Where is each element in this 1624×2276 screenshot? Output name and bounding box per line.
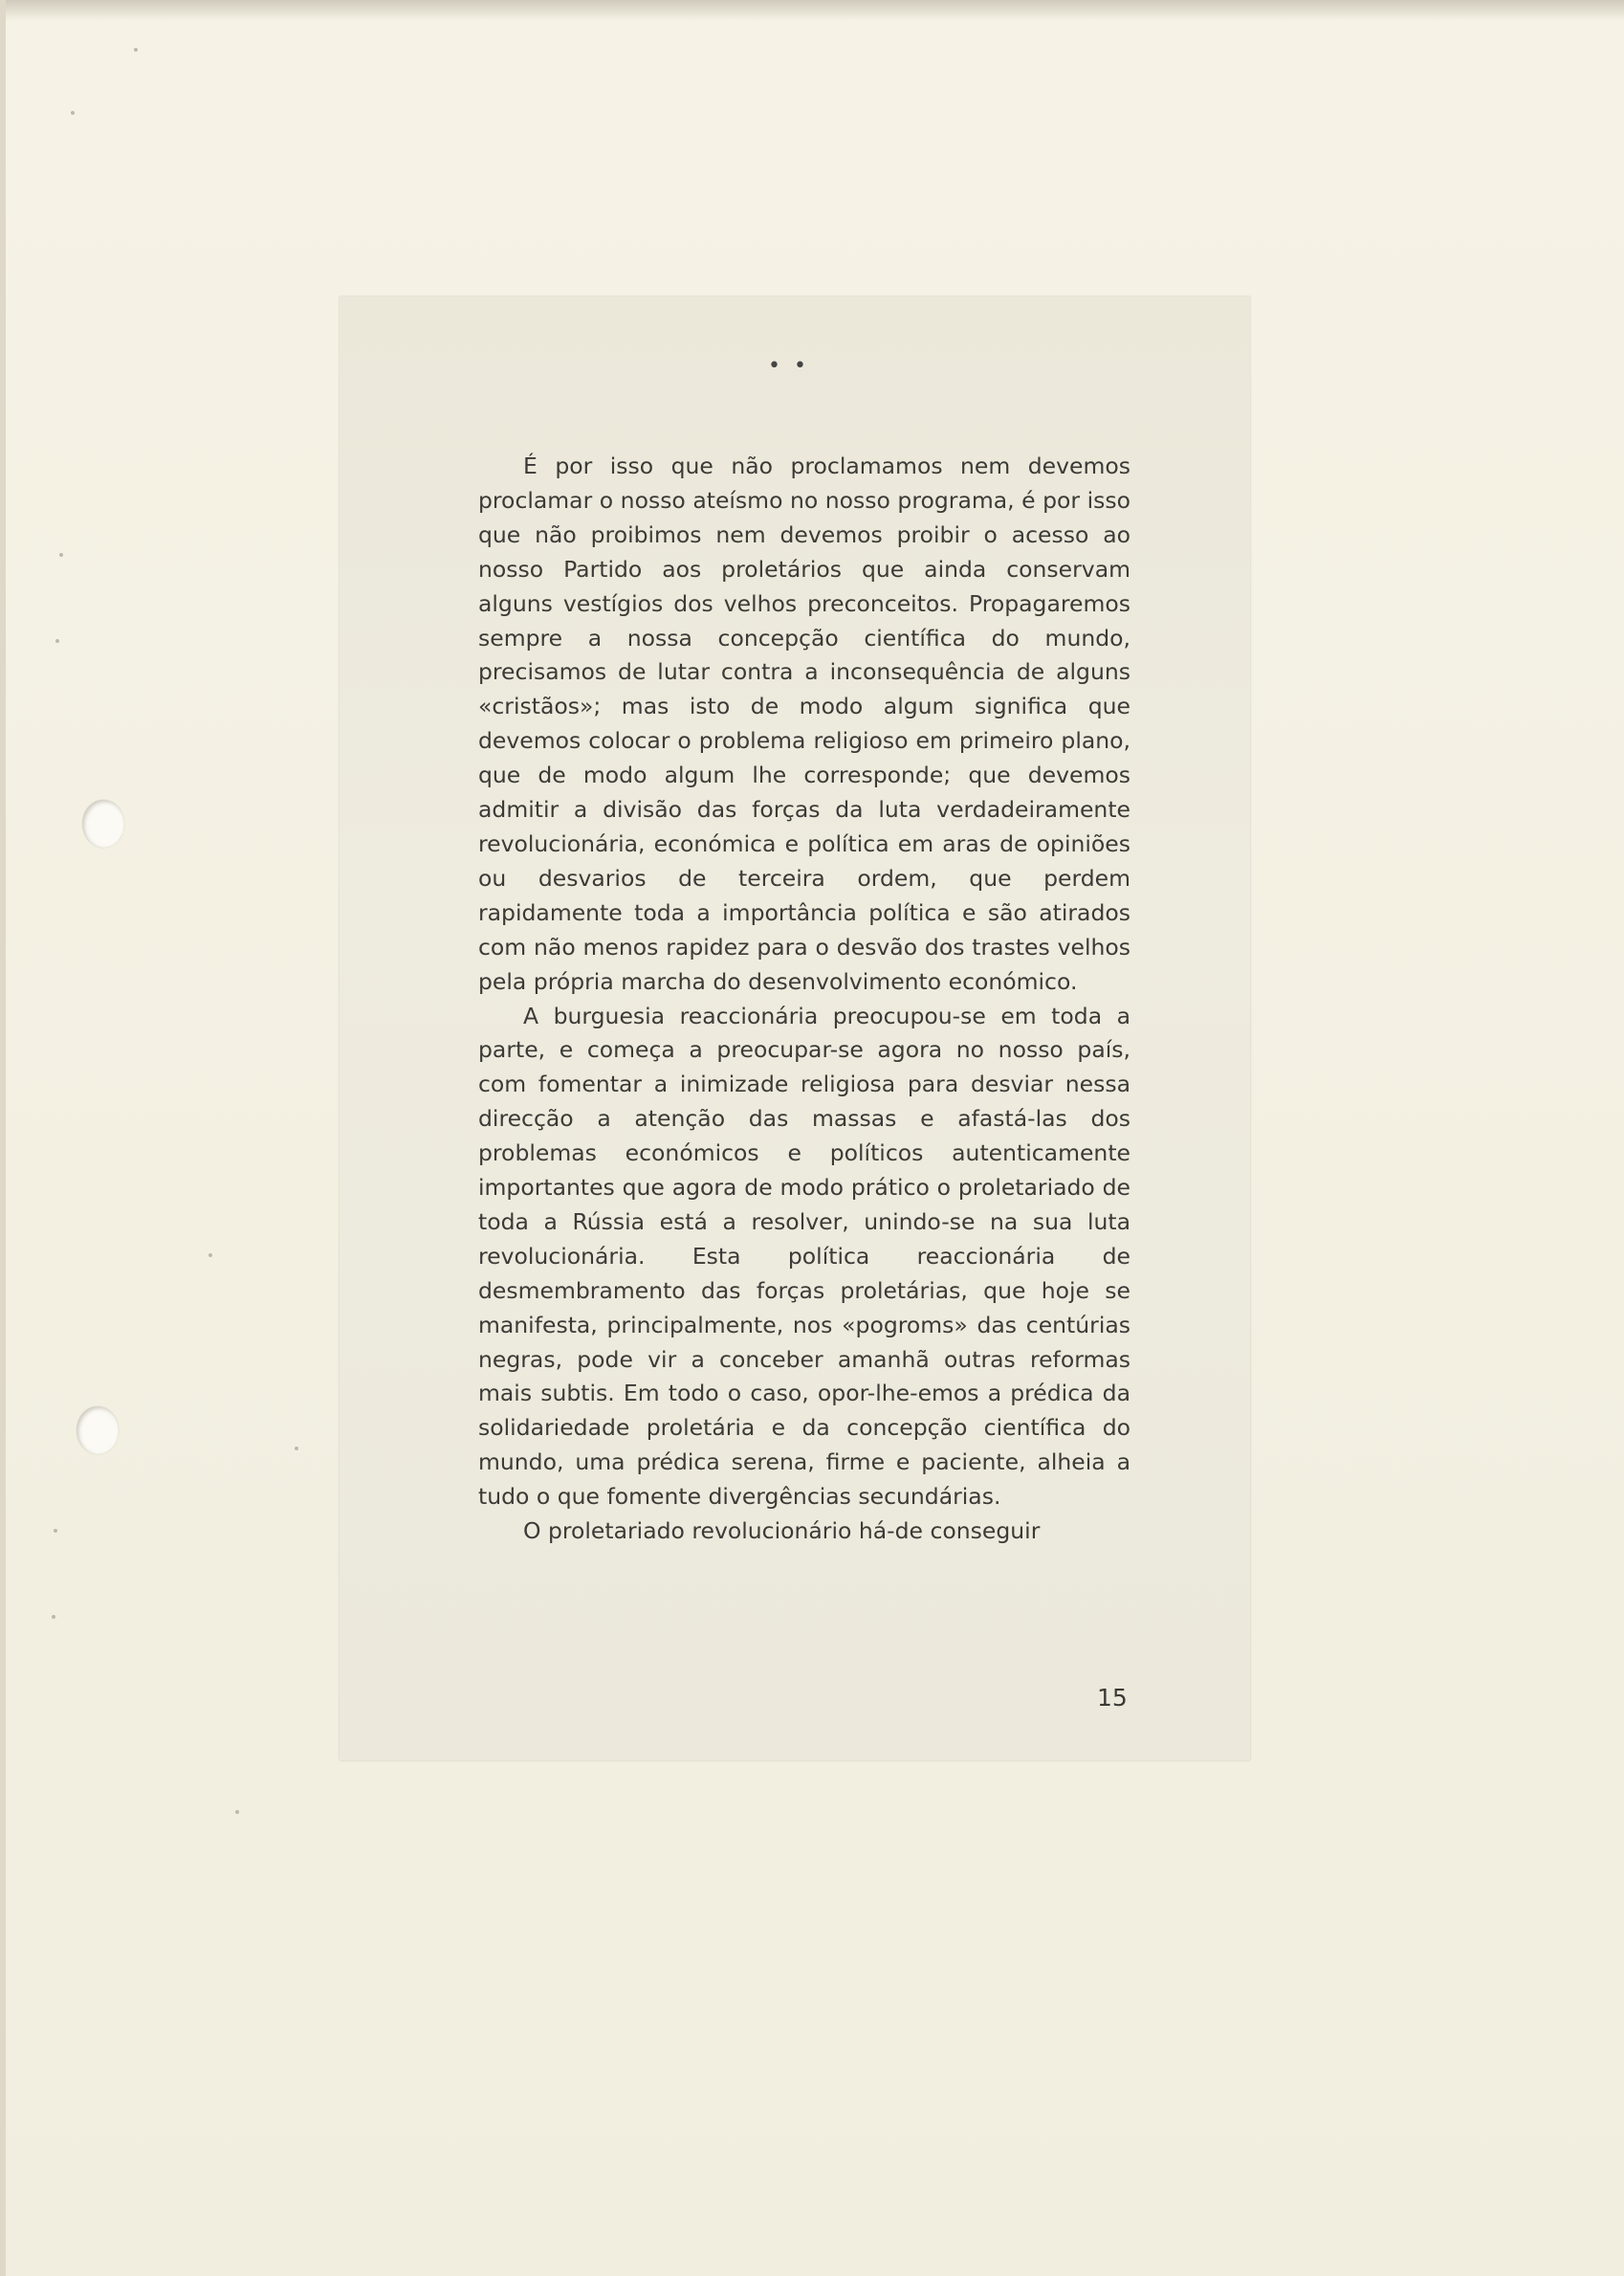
paper-speck	[55, 639, 59, 643]
page-number: 15	[1097, 1684, 1128, 1712]
punch-hole-lower	[77, 1406, 119, 1454]
paragraph-1: É por isso que não proclamamos nem devemos proclamar o nosso ateísmo no nosso programa, é por isso que não proibimos nem devemos proibir o acesso ao nosso Partido aos proletários que ainda conservam alguns vestígios dos velhos preconceitos. Propagaremos sempre a nossa concepção científica do mundo, precisamos de lutar contra a inconsequência de alguns «cristãos»; mas isto de modo algum significa que devemos colocar o problema religioso em primeiro plano, que de modo algum lhe corresponde; que devemos admitir a divisão das forças da luta verdadeiramente revolucionária, económica e política em aras de opiniões ou desvarios de terceira ordem, que perdem rapidamente toda a importância política e são atirados com não menos rapidez para o desvão dos trastes velhos pela própria marcha do desenvolvimento económico.	[478, 453, 1130, 995]
paper-speck	[52, 1615, 55, 1619]
pasted-page-clipping	[340, 297, 1250, 1760]
paper-speck	[295, 1447, 298, 1450]
paper-speck	[54, 1529, 57, 1533]
sheet-top-edge	[0, 0, 1624, 21]
paper-speck	[208, 1253, 212, 1257]
punch-hole-upper	[82, 800, 124, 848]
sheet-left-edge	[0, 0, 6, 2276]
body-text	[478, 450, 1130, 1549]
ornament-dots: ••	[768, 354, 820, 378]
paragraph-2: A burguesia reaccionária preocupou-se em toda a parte, e começa a preocupar-se agora no nosso país, com fomentar a inimizade religiosa para desviar nessa direcção a atenção das massas e afastá-las dos problemas económicos e políticos autenticamente importantes que agora de modo prático o proletariado de toda a Rússia está a resolver, unindo-se na sua luta revolucionária. Esta política reaccionária de desmembramento das forças proletárias, que hoje se manifesta, principalmente, nos «pogroms» das centúrias negras, pode vir a conceber amanhã outras reformas mais subtis. Em todo o caso, opor-lhe-emos a prédica da solidariedade proletária e da concepção científica do mundo, uma prédica serena, firme e paciente, alheia a tudo o que fomente divergências secundárias.	[478, 1002, 1130, 1511]
paragraph-3: O proletariado revolucionário há-de conseguir	[523, 1517, 1041, 1545]
paper-speck	[59, 553, 63, 557]
paper-speck	[134, 48, 138, 52]
paper-speck	[235, 1810, 239, 1814]
paper-speck	[71, 111, 75, 115]
